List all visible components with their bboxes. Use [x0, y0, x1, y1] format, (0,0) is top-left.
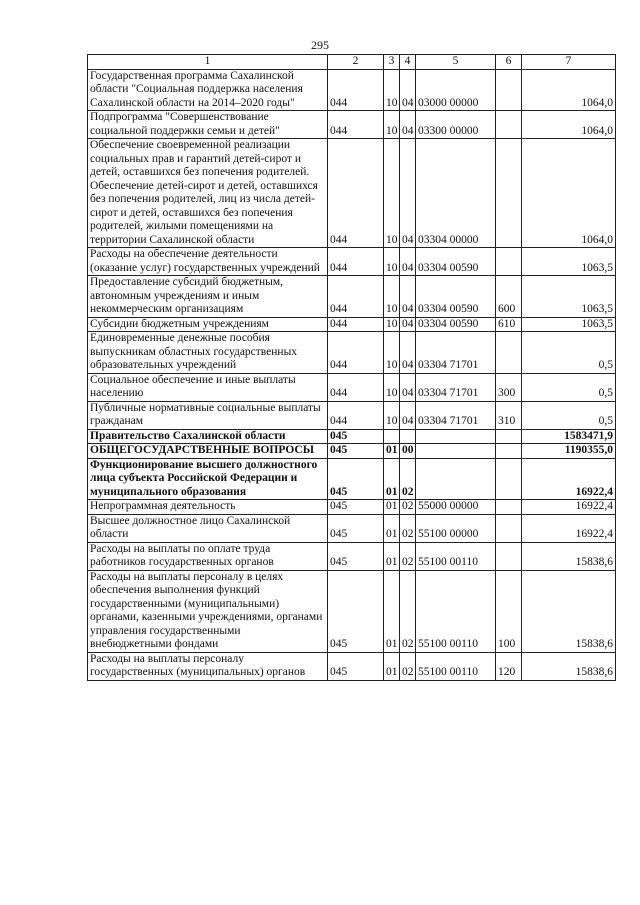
row-target-article-cell: 03304 71701 — [416, 332, 496, 374]
column-header: 4 — [400, 55, 416, 70]
row-name-cell: Обеспечение своевременной реализации социальных прав и гарантий детей-сирот и детей, оставшихся без попечения родителей. Обеспечение детей-сирот и детей, оставшихся без попечения родителей, лиц из числа детей-сирот и детей, оставшихся без попечения родителей, жилыми помещениями на территории Сахалинской области — [88, 139, 328, 248]
row-name-cell: Функционирование высшего должностного лица субъекта Российской Федерации и муниципального образования — [88, 458, 328, 500]
row-subsection-cell: 04 — [400, 332, 416, 374]
row-section-cell: 01 — [384, 500, 400, 515]
row-section-cell: 10 — [384, 69, 400, 111]
row-name-cell: Подпрограмма "Совершенствование социальной поддержки семьи и детей" — [88, 111, 328, 139]
row-section-cell — [384, 429, 400, 444]
row-expense-type-cell — [496, 248, 522, 276]
row-target-article-cell: 03304 00590 — [416, 248, 496, 276]
row-sum-cell: 1064,0 — [522, 139, 616, 248]
row-name-cell: Единовременные денежные пособия выпускникам областных государственных образовательных учреждений — [88, 332, 328, 374]
row-grbs-cell: 045 — [328, 514, 384, 542]
row-expense-type-cell — [496, 500, 522, 515]
column-header: 7 — [522, 55, 616, 70]
row-sum-cell: 1063,5 — [522, 276, 616, 318]
row-expense-type-cell: 610 — [496, 317, 522, 332]
row-subsection-cell: 04 — [400, 139, 416, 248]
row-name-cell: Расходы на обеспечение деятельности (оказание услуг) государственных учреждений — [88, 248, 328, 276]
row-name-cell: Субсидии бюджетным учреждениям — [88, 317, 328, 332]
row-sum-cell: 1063,5 — [522, 317, 616, 332]
row-grbs-cell: 045 — [328, 444, 384, 459]
row-section-cell: 01 — [384, 542, 400, 570]
row-subsection-cell: 00 — [400, 444, 416, 459]
row-grbs-cell: 044 — [328, 373, 384, 401]
row-section-cell: 10 — [384, 248, 400, 276]
table-row — [88, 332, 616, 374]
table-row — [88, 500, 616, 515]
row-grbs-cell: 045 — [328, 570, 384, 652]
row-section-cell: 10 — [384, 111, 400, 139]
table-row — [88, 69, 616, 111]
table-row — [88, 458, 616, 500]
row-target-article-cell — [416, 458, 496, 500]
row-expense-type-cell — [496, 332, 522, 374]
row-sum-cell: 1190355,0 — [522, 444, 616, 459]
table-row — [88, 139, 616, 248]
row-section-cell: 10 — [384, 373, 400, 401]
page-number: 295 — [311, 38, 329, 52]
row-section-cell: 01 — [384, 444, 400, 459]
table-row — [88, 429, 616, 444]
row-grbs-cell: 044 — [328, 111, 384, 139]
table-row — [88, 317, 616, 332]
row-grbs-cell: 045 — [328, 458, 384, 500]
table-row — [88, 542, 616, 570]
row-expense-type-cell: 600 — [496, 276, 522, 318]
row-name-cell: Расходы на выплаты персоналу в целях обеспечения выполнения функций государственными (муниципальными) органами, казенными учреждениями, органами управления государственными внебюджетными фондами — [88, 570, 328, 652]
row-section-cell: 01 — [384, 514, 400, 542]
row-section-cell: 10 — [384, 276, 400, 318]
row-expense-type-cell — [496, 542, 522, 570]
table-row — [88, 111, 616, 139]
row-subsection-cell: 02 — [400, 542, 416, 570]
row-target-article-cell: 03304 00590 — [416, 317, 496, 332]
row-name-cell: Расходы на выплаты по оплате труда работников государственных органов — [88, 542, 328, 570]
row-section-cell: 01 — [384, 458, 400, 500]
row-subsection-cell: 04 — [400, 276, 416, 318]
row-target-article-cell — [416, 429, 496, 444]
row-sum-cell: 16922,4 — [522, 514, 616, 542]
row-grbs-cell: 044 — [328, 401, 384, 429]
row-sum-cell: 16922,4 — [522, 458, 616, 500]
row-expense-type-cell: 300 — [496, 373, 522, 401]
row-grbs-cell: 045 — [328, 542, 384, 570]
row-expense-type-cell — [496, 514, 522, 542]
table-row — [88, 276, 616, 318]
row-subsection-cell: 02 — [400, 652, 416, 680]
row-grbs-cell: 045 — [328, 652, 384, 680]
row-target-article-cell — [416, 444, 496, 459]
row-sum-cell: 1583471,9 — [522, 429, 616, 444]
column-header: 1 — [88, 55, 328, 70]
row-target-article-cell: 55100 00110 — [416, 570, 496, 652]
row-section-cell: 10 — [384, 332, 400, 374]
row-subsection-cell: 04 — [400, 248, 416, 276]
row-section-cell: 01 — [384, 652, 400, 680]
row-name-cell: ОБЩЕГОСУДАРСТВЕННЫЕ ВОПРОСЫ — [88, 444, 328, 459]
row-section-cell: 10 — [384, 317, 400, 332]
row-subsection-cell: 02 — [400, 514, 416, 542]
row-subsection-cell — [400, 429, 416, 444]
row-section-cell: 01 — [384, 570, 400, 652]
row-expense-type-cell — [496, 458, 522, 500]
row-section-cell: 10 — [384, 139, 400, 248]
row-target-article-cell: 55100 00000 — [416, 514, 496, 542]
table-row — [88, 401, 616, 429]
row-expense-type-cell — [496, 429, 522, 444]
row-sum-cell: 1064,0 — [522, 69, 616, 111]
row-expense-type-cell: 310 — [496, 401, 522, 429]
row-grbs-cell: 044 — [328, 139, 384, 248]
table-row — [88, 373, 616, 401]
row-target-article-cell: 55100 00110 — [416, 542, 496, 570]
row-subsection-cell: 04 — [400, 69, 416, 111]
row-grbs-cell: 044 — [328, 276, 384, 318]
row-sum-cell: 0,5 — [522, 401, 616, 429]
column-header: 2 — [328, 55, 384, 70]
row-subsection-cell: 04 — [400, 373, 416, 401]
row-name-cell: Социальное обеспечение и иные выплаты населению — [88, 373, 328, 401]
table-row — [88, 248, 616, 276]
row-subsection-cell: 04 — [400, 317, 416, 332]
row-sum-cell: 1064,0 — [522, 111, 616, 139]
table-row — [88, 652, 616, 680]
row-target-article-cell: 55100 00110 — [416, 652, 496, 680]
row-subsection-cell: 04 — [400, 401, 416, 429]
row-grbs-cell: 045 — [328, 500, 384, 515]
row-sum-cell: 15838,6 — [522, 542, 616, 570]
row-expense-type-cell — [496, 139, 522, 248]
header-row — [88, 55, 616, 70]
table-row — [88, 444, 616, 459]
column-header: 6 — [496, 55, 522, 70]
column-header: 5 — [416, 55, 496, 70]
row-target-article-cell: 55000 00000 — [416, 500, 496, 515]
column-header: 3 — [384, 55, 400, 70]
row-sum-cell: 0,5 — [522, 332, 616, 374]
row-expense-type-cell — [496, 111, 522, 139]
row-name-cell: Расходы на выплаты персоналу государственных (муниципальных) органов — [88, 652, 328, 680]
row-sum-cell: 15838,6 — [522, 652, 616, 680]
row-subsection-cell: 02 — [400, 500, 416, 515]
row-sum-cell: 16922,4 — [522, 500, 616, 515]
table-row — [88, 514, 616, 542]
row-target-article-cell: 03304 71701 — [416, 401, 496, 429]
row-name-cell: Предоставление субсидий бюджетным, автономным учреждениям и иным некоммерческим организациям — [88, 276, 328, 318]
row-expense-type-cell — [496, 444, 522, 459]
row-section-cell: 10 — [384, 401, 400, 429]
row-name-cell: Непрограммная деятельность — [88, 500, 328, 515]
row-name-cell: Правительство Сахалинской области — [88, 429, 328, 444]
row-expense-type-cell — [496, 69, 522, 111]
row-target-article-cell: 03000 00000 — [416, 69, 496, 111]
row-name-cell: Публичные нормативные социальные выплаты гражданам — [88, 401, 328, 429]
row-subsection-cell: 02 — [400, 570, 416, 652]
row-target-article-cell: 03304 00590 — [416, 276, 496, 318]
row-target-article-cell: 03304 71701 — [416, 373, 496, 401]
row-grbs-cell: 044 — [328, 332, 384, 374]
table-body — [88, 69, 616, 680]
row-sum-cell: 15838,6 — [522, 570, 616, 652]
row-grbs-cell: 044 — [328, 248, 384, 276]
row-sum-cell: 0,5 — [522, 373, 616, 401]
row-target-article-cell: 03304 00000 — [416, 139, 496, 248]
row-name-cell: Государственная программа Сахалинской области "Социальная поддержка населения Сахалинской области на 2014–2020 годы" — [88, 69, 328, 111]
budget-table — [87, 54, 616, 681]
row-expense-type-cell: 120 — [496, 652, 522, 680]
row-subsection-cell: 02 — [400, 458, 416, 500]
row-subsection-cell: 04 — [400, 111, 416, 139]
table-row — [88, 570, 616, 652]
row-name-cell: Высшее должностное лицо Сахалинской области — [88, 514, 328, 542]
row-grbs-cell: 044 — [328, 69, 384, 111]
row-expense-type-cell: 100 — [496, 570, 522, 652]
row-grbs-cell: 045 — [328, 429, 384, 444]
row-sum-cell: 1063,5 — [522, 248, 616, 276]
row-target-article-cell: 03300 00000 — [416, 111, 496, 139]
row-grbs-cell: 044 — [328, 317, 384, 332]
